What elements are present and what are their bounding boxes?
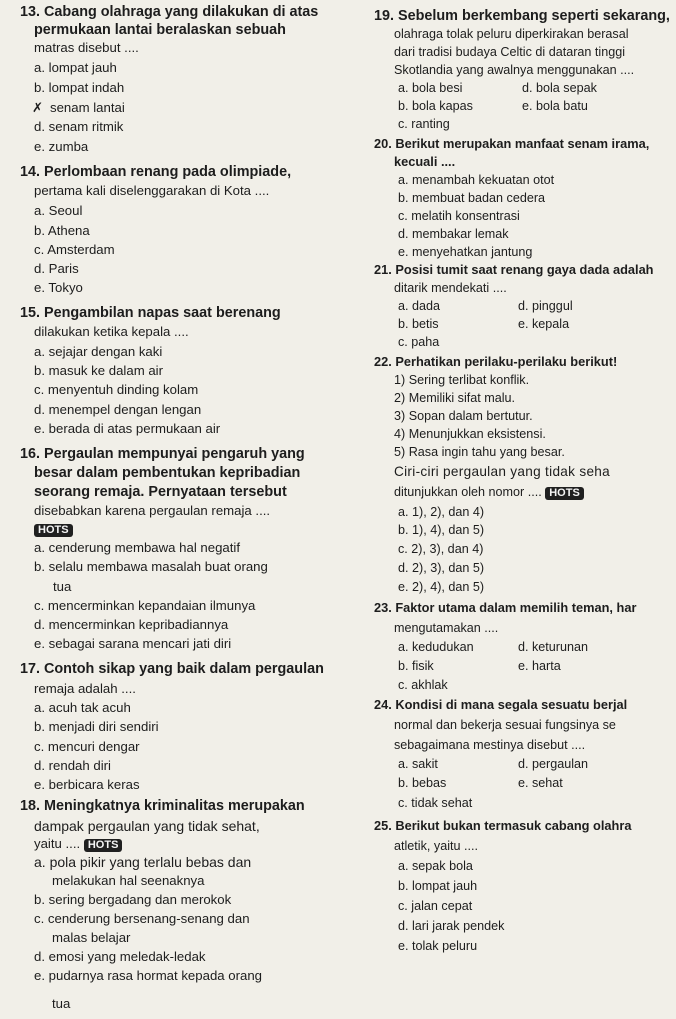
q17-text: 17. Contoh sikap yang baik dalam pergaulan (20, 661, 324, 677)
q19-option-c: c. ranting (398, 117, 450, 131)
q25-option-b: b. lompat jauh (398, 879, 478, 893)
q16-text: seorang remaja. Pernyataan tersebut (34, 484, 287, 500)
q19-text: olahraga tolak peluru diperkirakan berasal (394, 27, 629, 41)
q14-option-b: b. Athena (34, 223, 90, 238)
q16-option-a: a. cenderung membawa hal negatif (34, 540, 241, 555)
q16-option-b: b. selalu membawa masalah buat orang (34, 559, 268, 574)
q14-option-e: e. Tokyo (34, 280, 83, 295)
q18-option-d: d. emosi yang meledak-ledak (34, 949, 206, 964)
q25-text: atletik, yaitu .... (394, 839, 478, 853)
q18-option-e: e. pudarnya rasa hormat kepada orang (34, 968, 262, 983)
q20-option-d: d. membakar lemak (398, 227, 509, 241)
q18-text: 18. Meningkatnya kriminalitas merupakan (20, 798, 305, 814)
q14-option-c: c. Amsterdam (34, 242, 115, 257)
q22-text (394, 484, 584, 500)
q18-text: dampak pergaulan yang tidak sehat, (34, 818, 260, 834)
q20-text: kecuali .... (394, 154, 456, 169)
q18-option-c: malas belajar (52, 930, 131, 945)
q22-option-e: e. 2), 4), dan 5) (398, 580, 485, 594)
q22-item: 4) Menunjukkan eksistensi. (394, 427, 546, 441)
q15-option-d: d. menempel dengan lengan (34, 402, 202, 417)
q24-option-b: b. bebas (398, 776, 447, 790)
q19-text: Skotlandia yang awalnya menggunakan .... (394, 63, 635, 77)
q23-option-c: c. akhlak (398, 678, 448, 692)
q13-text: permukaan lantai beralaskan sebuah (34, 22, 286, 38)
q15-text: dilakukan ketika kepala .... (34, 324, 189, 339)
q25-text: 25. Berikut bukan termasuk cabang olahra (374, 818, 632, 833)
q16-option-d: d. mencerminkan kepribadiannya (34, 617, 229, 632)
q21-option-a: a. dada (398, 299, 441, 313)
q18-option-a: a. pola pikir yang terlalu bebas dan (34, 854, 252, 870)
q15-option-e: e. berada di atas permukaan air (34, 421, 221, 436)
q23-option-a: a. kedudukan (398, 640, 474, 654)
q14-text: 14. Perlombaan renang pada olimpiade, (20, 164, 292, 180)
q20-option-e: e. menyehatkan jantung (398, 245, 533, 259)
q25-option-a: a. sepak bola (398, 859, 473, 873)
q24-option-c: c. tidak sehat (398, 796, 473, 810)
q17-option-b: b. menjadi diri sendiri (34, 719, 159, 734)
q15-option-a: a. sejajar dengan kaki (34, 344, 163, 359)
q25-option-d: d. lari jarak pendek (398, 919, 505, 933)
q18-option-e: tua (52, 996, 71, 1011)
q18-option-a: melakukan hal seenaknya (52, 873, 205, 888)
q17-option-e: e. berbicara keras (34, 777, 140, 792)
q22-option-d: d. 2), 3), dan 5) (398, 561, 485, 575)
hots-badge-label: HOTS (34, 524, 73, 537)
q24-option-a: a. sakit (398, 757, 438, 771)
q23-option-d: d. keturunan (518, 640, 589, 654)
q22-item: 5) Rasa ingin tahu yang besar. (394, 445, 565, 459)
q22-item: 1) Sering terlibat konflik. (394, 373, 530, 387)
q20-option-b: b. membuat badan cedera (398, 191, 546, 205)
q22-option-a: a. 1), 2), dan 4) (398, 505, 485, 519)
q15-text: 15. Pengambilan napas saat berenang (20, 305, 281, 321)
q20-text: 20. Berikut merupakan manfaat senam irama, (374, 136, 650, 151)
q13-option-d: d. senam ritmik (34, 119, 124, 134)
q19-option-e: e. bola batu (522, 99, 588, 113)
q16-text: 16. Pergaulan mempunyai pengaruh yang (20, 446, 305, 462)
q22-item: 3) Sopan dalam bertutur. (394, 409, 533, 423)
q22-text: 22. Perhatikan perilaku-perilaku berikut! (374, 354, 618, 369)
q13-option-e: e. zumba (34, 139, 89, 154)
q14-text: pertama kali diselenggarakan di Kota .... (34, 183, 270, 198)
q22-option-b: b. 1), 4), dan 5) (398, 523, 485, 537)
q16-option-c: c. mencerminkan kepandaian ilmunya (34, 598, 256, 613)
q19-option-b: b. bola kapas (398, 99, 473, 113)
q21-option-d: d. pinggul (518, 299, 573, 313)
q17-option-c: c. mencuri dengar (34, 739, 140, 754)
q22-lead: ditunjukkan oleh nomor .... (394, 485, 542, 499)
q21-option-c: c. paha (398, 335, 440, 349)
q17-option-d: d. rendah diri (34, 758, 111, 773)
q22-item: 2) Memiliki sifat malu. (394, 391, 516, 405)
q18-option-b: b. sering bergadang dan merokok (34, 892, 232, 907)
q25-option-e: e. tolak peluru (398, 939, 478, 953)
q21-text: 21. Posisi tumit saat renang gaya dada adalah (374, 262, 654, 277)
q19-option-a: a. bola besi (398, 81, 463, 95)
hots-badge-label: HOTS (545, 487, 584, 500)
q15-option-c: c. menyentuh dinding kolam (34, 382, 199, 397)
hots-badge-label: HOTS (84, 839, 123, 852)
q22-option-c: c. 2), 3), dan 4) (398, 542, 484, 556)
q19-text: 19. Sebelum berkembang seperti sekarang, (374, 8, 670, 24)
q17-text: remaja adalah .... (34, 681, 136, 696)
q24-text: normal dan bekerja sesuai fungsinya se (394, 718, 616, 732)
q14-option-d: d. Paris (34, 261, 79, 276)
q14-option-a: a. Seoul (34, 203, 83, 218)
q24-option-d: d. pergaulan (518, 757, 589, 771)
q23-option-b: b. fisik (398, 659, 434, 673)
q16-text: disebabkan karena pergaulan remaja .... (34, 503, 271, 518)
q20-option-c: c. melatih konsentrasi (398, 209, 520, 223)
q13-option-a: a. lompat jauh (34, 60, 117, 75)
q13-option-b: b. lompat indah (34, 80, 125, 95)
q18-option-c: c. cenderung bersenang-senang dan (34, 911, 250, 926)
q23-option-e: e. harta (518, 659, 561, 673)
q20-option-a: a. menambah kekuatan otot (398, 173, 555, 187)
q18-text (34, 836, 122, 852)
q13-text: 13. Cabang olahraga yang dilakukan di atas (20, 4, 319, 20)
q21-text: ditarik mendekati .... (394, 281, 507, 295)
q23-text: 23. Faktor utama dalam memilih teman, har (374, 600, 637, 615)
q21-option-e: e. kepala (518, 317, 570, 331)
q18-lead: yaitu .... (34, 836, 81, 851)
q21-option-b: b. betis (398, 317, 439, 331)
q25-option-c: c. jalan cepat (398, 899, 473, 913)
q15-option-b: b. masuk ke dalam air (34, 363, 163, 378)
q13-text: matras disebut .... (34, 40, 139, 55)
q13-option-c: senam lantai (50, 100, 125, 115)
q23-text: mengutamakan .... (394, 621, 499, 635)
q16-hots-badge (34, 521, 73, 537)
answer-mark-icon: ✗ (32, 100, 44, 115)
q16-option-b: tua (53, 579, 72, 594)
q19-text: dari tradisi budaya Celtic di dataran tinggi (394, 45, 626, 59)
q16-option-e: e. sebagai sarana mencari jati diri (34, 636, 232, 651)
q17-option-a: a. acuh tak acuh (34, 700, 131, 715)
q24-text: 24. Kondisi di mana segala sesuatu berjal (374, 697, 628, 712)
q24-text: sebagaimana mestinya disebut .... (394, 738, 586, 752)
q24-option-e: e. sehat (518, 776, 563, 790)
q19-option-d: d. bola sepak (522, 81, 597, 95)
q22-text: Ciri-ciri pergaulan yang tidak seha (394, 464, 611, 479)
q16-text: besar dalam pembentukan kepribadian (34, 465, 301, 481)
